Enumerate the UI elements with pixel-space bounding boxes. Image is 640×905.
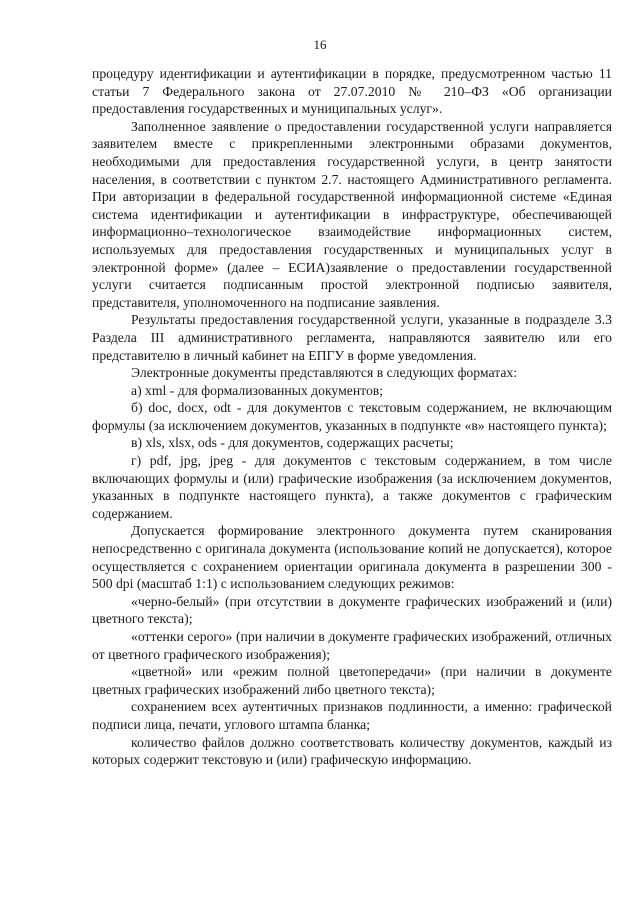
paragraph-application-submission: Заполненное заявление о предоставлении государственной услуги направляется заявителем вместе с прикрепленными электронными образами документов, необходимыми для предоставления государственной услуги, в центр занятости населения, в соответствии с пунктом 2.7. настоящего Административного регламента. При авторизации в федеральной государственной информационной системе «Единая система идентификации и аутентификации в инфраструктуре, обеспечивающей информационно–технологическое взаимодействие информационных систем, используемых для предоставления государственных и муниципальных услуг в электронной форме» (далее – ЕСИА)заявление о предоставлении государственной услуги считается подписанным простой электронной подписью заявителя, представителя, уполномоченного на подписание заявления. xyxy=(92,118,612,310)
list-item-mode-black-white: «черно-белый» (при отсутствии в документе графических изображений и (или) цветного текста); xyxy=(92,593,612,627)
page-number: 16 xyxy=(313,37,327,52)
list-item-mode-color: «цветной» или «режим полной цветопередачи» (при наличии в документе цветных графических изображений либо цветного текста); xyxy=(92,664,612,697)
document-body xyxy=(92,65,612,769)
list-item-format-xml: а) xml - для формализованных документов; xyxy=(131,382,384,398)
list-item-file-count: количество файлов должно соответствовать количеству документов, каждый из которых содержит текстовую и (или) графическую информацию. xyxy=(92,734,612,768)
list-item-mode-grayscale: «оттенки серого» (при наличии в документе графических изображений, отличных от цветного графического изображения); xyxy=(92,629,612,662)
paragraph-formats-intro: Электронные документы представляются в следующих форматах: xyxy=(131,365,518,381)
paragraph-scanning: Допускается формирование электронного документа путем сканирования непосредственно с оригинала документа (использование копий не допускается), которое осуществляется с сохранением ориентации оригинала документа в разрешении 300 - 500 dpi (масштаб 1:1) с использованием следующих режимов: xyxy=(92,523,612,592)
paragraph-identification-procedure: процедуру идентификации и аутентификации в порядке, предусмотренном частью 11 статьи 7 Федерального закона от 27.07.2010 № 210–ФЗ «Об организации предоставления государственных и муниципальных услуг». xyxy=(92,66,612,117)
list-item-format-xls: в) xls, xlsx, ods - для документов, содержащих расчеты; xyxy=(131,435,454,451)
list-item-format-pdf: г) pdf, jpg, jpeg - для документов с текстовым содержанием, в том числе включающих формулы и (или) графические изображения (за исключением документов, указанных в подпункте настоящего пункта), а также документов с графическим содержанием. xyxy=(92,453,612,521)
paragraph-service-results: Результаты предоставления государственной услуги, указанные в подразделе 3.3 Раздела III административного регламента, направляются заявителю или его представителю в личный кабинет на ЕПГУ в форме уведомления. xyxy=(92,312,612,363)
list-item-authenticity: сохранением всех аутентичных признаков подлинности, а именно: графической подписи лица, печати, углового штампа бланка; xyxy=(92,699,612,732)
list-item-format-doc: б) doc, docx, odt - для документов с текстовым содержанием, не включающим формулы (за исключением документов, указанных в подпункте «в» настоящего пункта); xyxy=(92,400,612,433)
